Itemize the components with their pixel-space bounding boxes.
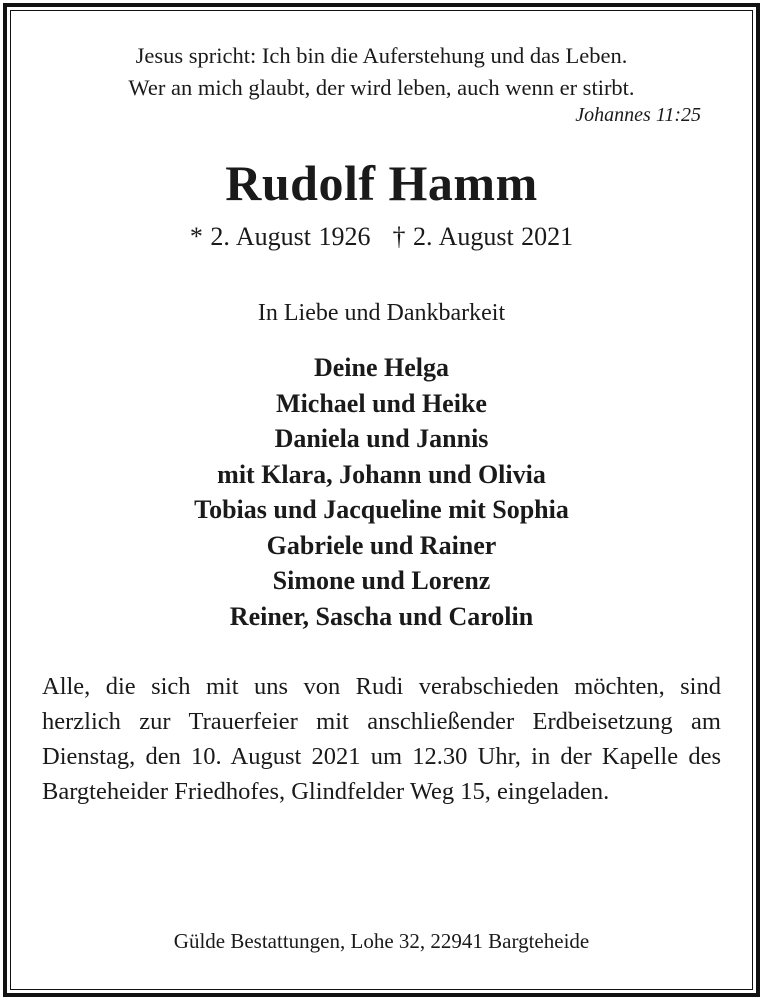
life-dates [42,220,721,254]
dedication-line: In Liebe und Dankbarkeit [257,300,506,326]
funeral-notice: Alle, die sich mit uns von Rudi verabschieden möchten, sind herzlich zur Trauerfeier mit anschließender Erdbeisetzung am Dienstag, den 10. August 2021 um 12.30 Uhr, in der Kapelle des Bargteheider Friedhofes, Glindfelder Weg 15, eingeladen. [42,673,721,805]
funeral-home-footer: Gülde Bestattungen, Lohe 32, 22941 Bargteheide [173,929,590,953]
mourner-line: Gabriele und Rainer [266,530,497,560]
mourner-line: Deine Helga [313,353,450,382]
mourner-line: Tobias und Jacqueline mit Sophia [194,495,569,524]
bible-verse-line-1: Jesus spricht: Ich bin die Auferstehung und das Leben. [135,43,628,68]
mourner-line: Simone und Lorenz [272,566,491,595]
obituary-content [42,40,721,809]
mourner-line: Daniela und Jannis [274,424,489,453]
mourner-line: Michael und Heike [276,388,487,418]
death-date: † 2. August 2021 [392,222,574,251]
mourners-list [42,350,721,634]
mourner-line: Reiner, Sascha und Carolin [229,601,534,631]
mourner-line: mit Klara, Johann und Olivia [217,459,546,489]
deceased-name: Rudolf Hamm [225,155,538,211]
bible-verse-line-2: Wer an mich glaubt, der wird leben, auch wenn er stirbt. [128,75,635,100]
birth-date: * 2. August 1926 [189,222,371,251]
bible-verse-reference: Johannes 11:25 [575,104,701,126]
